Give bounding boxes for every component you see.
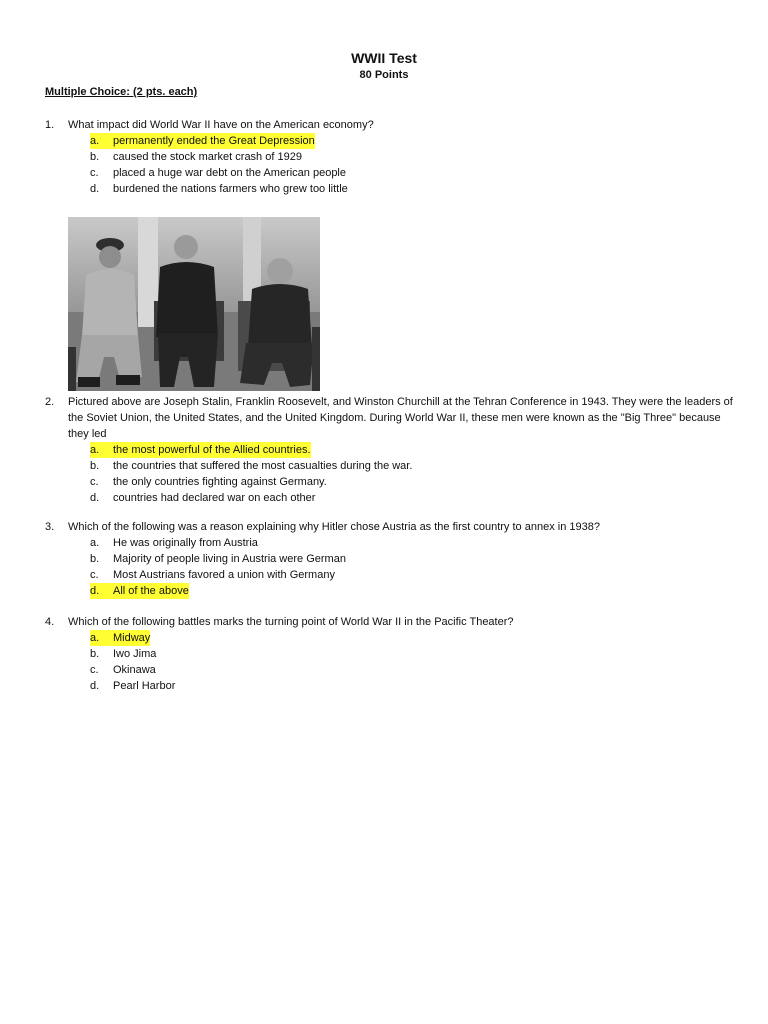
page-title: WWII Test xyxy=(351,50,417,66)
page-subtitle: 80 Points xyxy=(359,69,409,81)
option-text: Okinawa xyxy=(113,664,156,676)
option-text: All of the above xyxy=(113,585,189,597)
question-text: What impact did World War II have on the American economy? xyxy=(68,119,374,131)
answer-option xyxy=(45,442,735,458)
answer-option xyxy=(45,181,735,197)
question-3 xyxy=(45,519,735,599)
option-letter: a. xyxy=(90,537,100,549)
option-text: the countries that suffered the most casualties during the war. xyxy=(113,460,413,472)
option-text: the most powerful of the Allied countries. xyxy=(113,444,311,456)
answer-option xyxy=(45,551,735,567)
option-letter: d. xyxy=(90,583,120,599)
answer-option xyxy=(45,646,735,662)
option-letter: c. xyxy=(90,476,99,488)
answer-option xyxy=(45,458,735,474)
option-text: permanently ended the Great Depression xyxy=(113,135,315,147)
answer-option xyxy=(45,662,735,678)
photo-illustration xyxy=(68,217,320,391)
answer-option xyxy=(45,583,735,599)
answer-options xyxy=(45,535,735,599)
option-letter: b. xyxy=(90,460,100,472)
answer-option xyxy=(45,149,735,165)
option-text: Majority of people living in Austria were German xyxy=(113,553,346,565)
option-letter: c. xyxy=(90,664,99,676)
question-1 xyxy=(45,117,735,197)
tehran-conference-photo xyxy=(68,217,320,391)
option-letter: d. xyxy=(90,183,100,195)
option-letter: b. xyxy=(90,151,100,163)
answer-option xyxy=(45,678,735,694)
option-letter: c. xyxy=(90,167,99,179)
question-2 xyxy=(45,394,735,506)
option-letter: a. xyxy=(90,442,120,458)
answer-option xyxy=(45,165,735,181)
option-letter: d. xyxy=(90,680,100,692)
answer-option xyxy=(45,567,735,583)
answer-option xyxy=(45,630,735,646)
question-4 xyxy=(45,614,735,694)
option-letter: a. xyxy=(90,133,120,149)
option-text: Pearl Harbor xyxy=(113,680,176,692)
question-text: Which of the following battles marks the turning point of World War II in the Pacific Theater? xyxy=(68,616,514,628)
option-text: He was originally from Austria xyxy=(113,537,258,549)
answer-option xyxy=(45,490,735,506)
question-number: 3. xyxy=(45,521,55,533)
section-heading: Multiple Choice: (2 pts. each) xyxy=(45,86,198,98)
answer-option xyxy=(45,474,735,490)
option-text: Midway xyxy=(113,632,151,644)
option-text: the only countries fighting against Germany. xyxy=(113,476,327,488)
question-number: 1. xyxy=(45,119,55,131)
option-text: Iwo Jima xyxy=(113,648,157,660)
option-text: placed a huge war debt on the American people xyxy=(113,167,346,179)
answer-options xyxy=(45,133,735,197)
option-text: burdened the nations farmers who grew too little xyxy=(113,183,348,195)
answer-option xyxy=(45,535,735,551)
option-text: caused the stock market crash of 1929 xyxy=(113,151,302,163)
question-number: 4. xyxy=(45,616,55,628)
option-letter: d. xyxy=(90,492,100,504)
option-letter: b. xyxy=(90,553,100,565)
answer-options xyxy=(45,442,735,506)
answer-option xyxy=(45,133,735,149)
question-text: Pictured above are Joseph Stalin, Franklin Roosevelt, and Winston Churchill at the Tehran Conference in 1943. They were the leaders of the Soviet Union, the United States, and the United Kingdom. During World War II, these men were known as the "Big Three" because they led xyxy=(68,396,733,440)
option-text: countries had declared war on each other xyxy=(113,492,316,504)
option-letter: c. xyxy=(90,569,99,581)
option-letter: b. xyxy=(90,648,100,660)
question-text: Which of the following was a reason explaining why Hitler chose Austria as the first country to annex in 1938? xyxy=(68,521,600,533)
answer-options xyxy=(45,630,735,694)
option-text: Most Austrians favored a union with Germany xyxy=(113,569,335,581)
question-number: 2. xyxy=(45,396,55,408)
option-letter: a. xyxy=(90,630,120,646)
